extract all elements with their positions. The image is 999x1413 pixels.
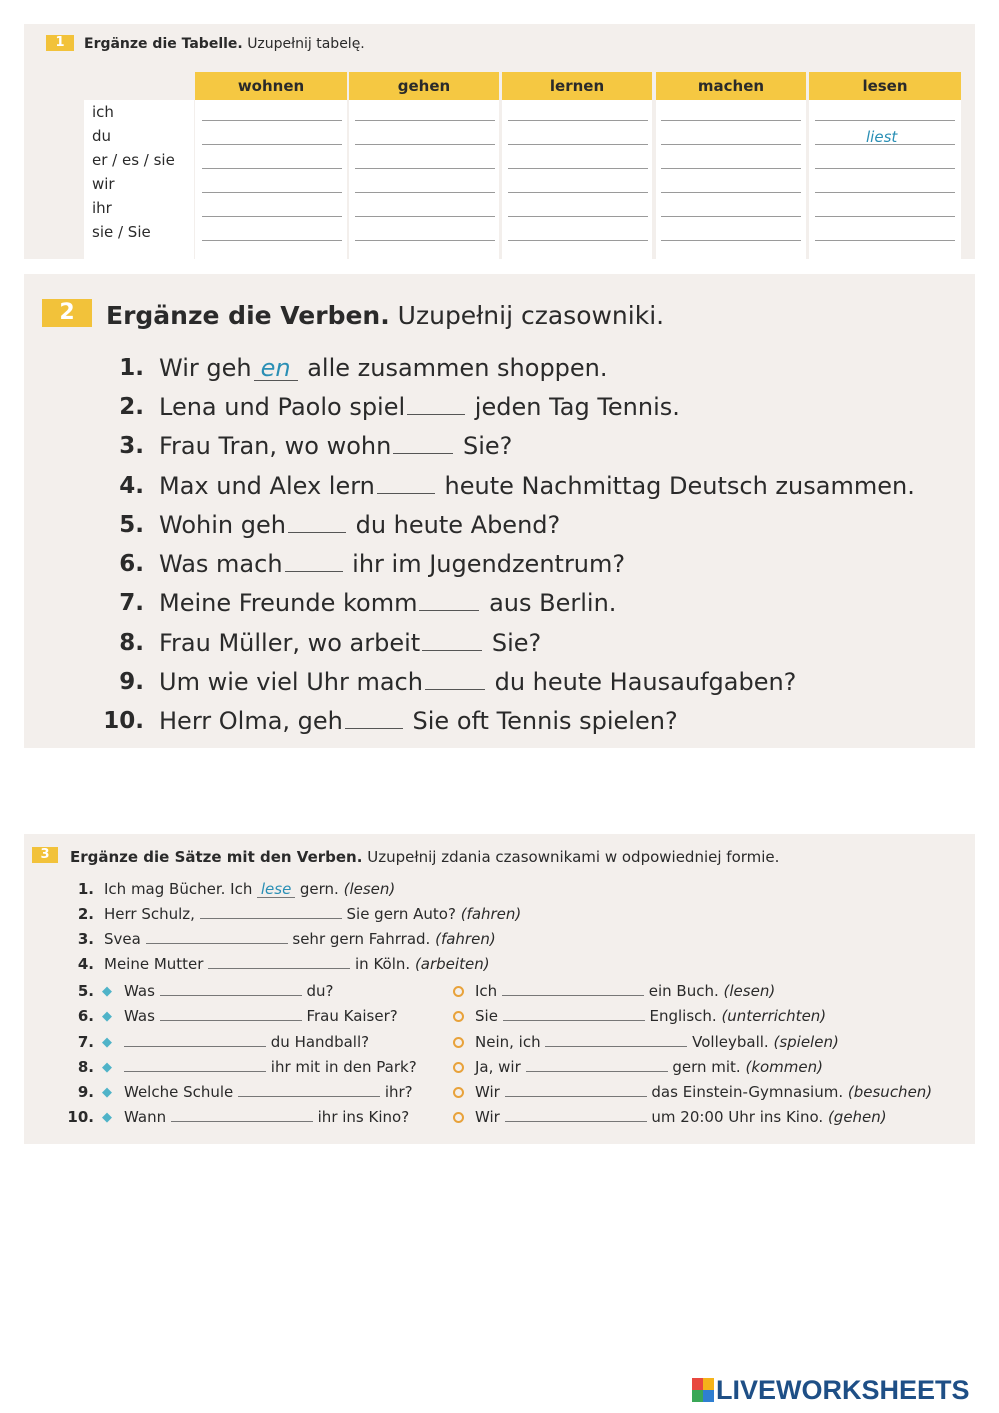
pronoun-ihr: ihr bbox=[92, 199, 112, 217]
column-body bbox=[656, 100, 806, 268]
answer-blank[interactable] bbox=[422, 649, 482, 651]
verb-hint: (spielen) bbox=[773, 1033, 839, 1051]
answer-line[interactable] bbox=[508, 192, 648, 193]
sentence-start: Herr Olma, geh bbox=[159, 707, 343, 735]
answer-end: Volleyball. bbox=[692, 1033, 769, 1051]
answer-end: Englisch. bbox=[649, 1007, 717, 1025]
answer-blank[interactable] bbox=[124, 1070, 266, 1072]
answer-line[interactable] bbox=[355, 192, 495, 193]
answer-circle-icon bbox=[453, 1058, 464, 1076]
answer-line[interactable] bbox=[202, 120, 342, 121]
question-end: du? bbox=[306, 982, 334, 1000]
item-number: 2. bbox=[119, 394, 144, 420]
question-diamond-icon: ◆ bbox=[102, 1085, 112, 1100]
item-number: 7. bbox=[119, 590, 144, 616]
sentence-7 bbox=[159, 589, 616, 617]
sentence-end: jeden Tag Tennis. bbox=[474, 393, 680, 421]
answer-blank[interactable] bbox=[407, 413, 465, 415]
item-number: 3. bbox=[119, 433, 144, 459]
answer-blank[interactable] bbox=[377, 492, 435, 494]
sentence-start: Max und Alex lern bbox=[159, 472, 375, 500]
exercise-title bbox=[70, 848, 779, 866]
question-end: ihr? bbox=[384, 1083, 413, 1101]
answer-blank[interactable] bbox=[288, 531, 346, 533]
column-header-machen: machen bbox=[656, 72, 806, 100]
sentence-start: Was mach bbox=[159, 550, 283, 578]
answer-blank[interactable] bbox=[160, 994, 302, 996]
pronoun-wir: wir bbox=[92, 175, 115, 193]
sentence-start: Meine Mutter bbox=[104, 955, 204, 973]
column-header-wohnen: wohnen bbox=[195, 72, 347, 100]
exercise-number: 2 bbox=[42, 299, 92, 327]
answer-line[interactable] bbox=[355, 120, 495, 121]
title-german: Ergänze die Sätze mit den Verben. bbox=[70, 848, 363, 866]
exercise-1-panel bbox=[24, 24, 975, 259]
answer-circle-icon bbox=[453, 982, 464, 1000]
example-answer: liest bbox=[866, 128, 898, 146]
answer-blank[interactable] bbox=[171, 1120, 313, 1122]
sentence-10 bbox=[159, 707, 678, 735]
answer-line[interactable] bbox=[508, 168, 648, 169]
sentence-end: in Köln. bbox=[355, 955, 411, 973]
answer-blank[interactable] bbox=[526, 1070, 668, 1072]
pronoun-du: du bbox=[92, 127, 112, 145]
question-end: ihr ins Kino? bbox=[317, 1108, 410, 1126]
verb-hint: (besuchen) bbox=[847, 1083, 933, 1101]
answer-start: Ja, wir bbox=[475, 1058, 521, 1076]
answer-line[interactable] bbox=[815, 120, 955, 121]
question-end: Frau Kaiser? bbox=[306, 1007, 398, 1025]
sentence-end: ihr im Jugendzentrum? bbox=[352, 550, 626, 578]
sentence-start: Wir geh bbox=[159, 354, 252, 382]
item-number: 5. bbox=[77, 982, 94, 1000]
item-number: 1. bbox=[119, 355, 144, 381]
question-diamond-icon: ◆ bbox=[102, 1035, 112, 1050]
answer-line[interactable] bbox=[202, 192, 342, 193]
sentence-end: sehr gern Fahrrad. bbox=[292, 930, 431, 948]
answer-blank[interactable] bbox=[208, 967, 350, 969]
item-number: 1. bbox=[77, 880, 94, 898]
answer-line[interactable] bbox=[355, 168, 495, 169]
sentence-end: aus Berlin. bbox=[489, 589, 617, 617]
exercise-2-panel bbox=[24, 274, 975, 748]
verb-hint: (fahren) bbox=[460, 905, 522, 923]
answer-line[interactable] bbox=[202, 216, 342, 217]
sentence-9 bbox=[159, 668, 796, 696]
answer-circle-icon bbox=[453, 1033, 464, 1051]
answer-blank-filled[interactable]: lese bbox=[257, 882, 295, 898]
answer-line[interactable] bbox=[355, 144, 495, 145]
sentence-start: Um wie viel Uhr mach bbox=[159, 668, 423, 696]
answer-line[interactable] bbox=[815, 216, 955, 217]
answer-line[interactable] bbox=[661, 192, 801, 193]
item-number: 8. bbox=[77, 1058, 94, 1076]
question-diamond-icon: ◆ bbox=[102, 1009, 112, 1024]
exercise-number: 3 bbox=[32, 847, 58, 863]
sentence-end: alle zusammen shoppen. bbox=[307, 354, 608, 382]
item-number: 5. bbox=[119, 512, 144, 538]
question-end: ihr mit in den Park? bbox=[270, 1058, 417, 1076]
answer-line[interactable] bbox=[508, 120, 648, 121]
answer-line[interactable] bbox=[661, 216, 801, 217]
column-body bbox=[349, 100, 499, 268]
exercise-3-panel bbox=[24, 834, 975, 1144]
answer-circle-icon bbox=[453, 1083, 464, 1101]
sentence-end: gern. bbox=[299, 880, 339, 898]
answer-line[interactable] bbox=[202, 144, 342, 145]
answer-circle-icon bbox=[453, 1007, 464, 1025]
answer-blank[interactable] bbox=[545, 1045, 687, 1047]
answer-blank[interactable] bbox=[393, 452, 453, 454]
sentence-4 bbox=[159, 472, 915, 500]
item-number: 2. bbox=[77, 905, 94, 923]
answer-end: um 20:00 Uhr ins Kino. bbox=[651, 1108, 824, 1126]
answer-end: das Einstein-Gymnasium. bbox=[651, 1083, 844, 1101]
question-start: Wann bbox=[124, 1108, 167, 1126]
logo-mark-icon bbox=[692, 1378, 714, 1402]
answer-line[interactable] bbox=[202, 168, 342, 169]
verb-hint: (lesen) bbox=[723, 982, 776, 1000]
title-polish: Uzupełnij czasowniki. bbox=[397, 301, 665, 330]
answer-line[interactable] bbox=[508, 240, 648, 241]
answer-blank[interactable] bbox=[505, 1095, 647, 1097]
question-diamond-icon: ◆ bbox=[102, 1110, 112, 1125]
answer-start: Ich bbox=[475, 982, 498, 1000]
answer-line[interactable] bbox=[661, 144, 801, 145]
sentence-start: Lena und Paolo spiel bbox=[159, 393, 406, 421]
verb-hint: (fahren) bbox=[435, 930, 496, 948]
pronoun-er-es-sie: er / es / sie bbox=[92, 151, 175, 169]
logo-text: LIVEWORKSHEETS bbox=[716, 1374, 970, 1405]
title-german: Ergänze die Tabelle. bbox=[84, 36, 243, 52]
title-german: Ergänze die Verben. bbox=[106, 301, 390, 330]
verb-hint: (unterrichten) bbox=[721, 1007, 827, 1025]
answer-line[interactable] bbox=[508, 144, 648, 145]
answer-end: gern mit. bbox=[672, 1058, 741, 1076]
item-number: 6. bbox=[119, 551, 144, 577]
item-number: 9. bbox=[119, 669, 144, 695]
sentence-start: Frau Tran, wo wohn bbox=[159, 432, 392, 460]
answer-blank[interactable] bbox=[345, 727, 403, 729]
sentence-end: Sie? bbox=[491, 629, 542, 657]
question-start: Was bbox=[124, 1007, 155, 1025]
sentence-end: Sie oft Tennis spielen? bbox=[412, 707, 678, 735]
item-number: 10. bbox=[67, 1108, 94, 1126]
answer-line[interactable] bbox=[661, 120, 801, 121]
column-body bbox=[809, 100, 961, 268]
pronoun-sie-Sie: sie / Sie bbox=[92, 223, 151, 241]
sentence-5 bbox=[159, 511, 560, 539]
answer-line[interactable] bbox=[202, 240, 342, 241]
sentence-end: du heute Hausaufgaben? bbox=[494, 668, 797, 696]
sentence-8 bbox=[159, 629, 541, 657]
answer-blank[interactable] bbox=[502, 994, 644, 996]
column-header-lernen: lernen bbox=[502, 72, 652, 100]
verb-hint: (arbeiten) bbox=[414, 955, 490, 973]
sentence-end: du heute Abend? bbox=[355, 511, 561, 539]
answer-blank[interactable] bbox=[425, 688, 485, 690]
title-polish: Uzupełnij tabelę. bbox=[247, 36, 365, 52]
item-number: 9. bbox=[77, 1083, 94, 1101]
sentence-start: Ich mag Bücher. Ich bbox=[104, 880, 253, 898]
verb-hint: (lesen) bbox=[343, 880, 396, 898]
answer-line[interactable] bbox=[508, 216, 648, 217]
answer-blank[interactable] bbox=[124, 1045, 266, 1047]
item-number: 10. bbox=[103, 708, 144, 734]
exercise-number: 1 bbox=[46, 35, 74, 51]
answer-line[interactable] bbox=[355, 216, 495, 217]
sentence-end: Sie gern Auto? bbox=[346, 905, 456, 923]
item-number: 7. bbox=[77, 1033, 94, 1051]
verb-hint: (gehen) bbox=[827, 1108, 887, 1126]
column-body bbox=[195, 100, 347, 268]
answer-blank[interactable] bbox=[505, 1120, 647, 1122]
answer-start: Wir bbox=[475, 1108, 500, 1126]
item-number: 3. bbox=[77, 930, 94, 948]
answer-blank[interactable] bbox=[238, 1095, 380, 1097]
answer-line[interactable] bbox=[355, 240, 495, 241]
answer-line[interactable] bbox=[815, 240, 955, 241]
title-polish: Uzupełnij zdania czasownikami w odpowiedniej formie. bbox=[367, 848, 780, 866]
answer-line[interactable] bbox=[815, 192, 955, 193]
column-header-gehen: gehen bbox=[349, 72, 499, 100]
sentence-start: Herr Schulz, bbox=[104, 905, 195, 923]
answer-end: ein Buch. bbox=[648, 982, 719, 1000]
sentence-3 bbox=[159, 432, 512, 460]
sentence-start: Frau Müller, wo arbeit bbox=[159, 629, 421, 657]
column-header-lesen: lesen bbox=[809, 72, 961, 100]
sentence-2 bbox=[159, 393, 680, 421]
pronoun-ich: ich bbox=[92, 103, 114, 121]
question-end: du Handball? bbox=[270, 1033, 370, 1051]
answer-start: Wir bbox=[475, 1083, 500, 1101]
answer-line[interactable] bbox=[661, 168, 801, 169]
sentence-start: Wohin geh bbox=[159, 511, 286, 539]
question-start: Welche Schule bbox=[124, 1083, 234, 1101]
item-number: 4. bbox=[119, 473, 144, 499]
verb-hint: (kommen) bbox=[745, 1058, 823, 1076]
liveworksheets-logo bbox=[692, 1374, 970, 1406]
question-start: Was bbox=[124, 982, 155, 1000]
answer-line[interactable] bbox=[815, 168, 955, 169]
sentence-start: Svea bbox=[104, 930, 141, 948]
answer-start: Nein, ich bbox=[475, 1033, 541, 1051]
question-diamond-icon: ◆ bbox=[102, 984, 112, 999]
item-number: 8. bbox=[119, 630, 144, 656]
answer-blank-filled[interactable]: en bbox=[254, 356, 298, 381]
answer-blank[interactable] bbox=[285, 570, 343, 572]
sentence-1 bbox=[159, 354, 608, 382]
sentence-start: Meine Freunde komm bbox=[159, 589, 418, 617]
answer-blank[interactable] bbox=[160, 1019, 302, 1021]
sentence-end: heute Nachmittag Deutsch zusammen. bbox=[444, 472, 915, 500]
exercise-title bbox=[106, 301, 664, 330]
question-diamond-icon: ◆ bbox=[102, 1060, 112, 1075]
answer-start: Sie bbox=[475, 1007, 498, 1025]
exercise-title bbox=[84, 36, 365, 52]
answer-line[interactable] bbox=[661, 240, 801, 241]
answer-circle-icon bbox=[453, 1108, 464, 1126]
item-number: 6. bbox=[77, 1007, 94, 1025]
item-number: 4. bbox=[77, 955, 94, 973]
answer-blank[interactable] bbox=[200, 917, 342, 919]
column-body bbox=[502, 100, 652, 268]
answer-blank[interactable] bbox=[146, 942, 288, 944]
sentence-end: Sie? bbox=[462, 432, 513, 460]
sentence-6 bbox=[159, 550, 625, 578]
answer-blank[interactable] bbox=[419, 609, 479, 611]
answer-blank[interactable] bbox=[503, 1019, 645, 1021]
